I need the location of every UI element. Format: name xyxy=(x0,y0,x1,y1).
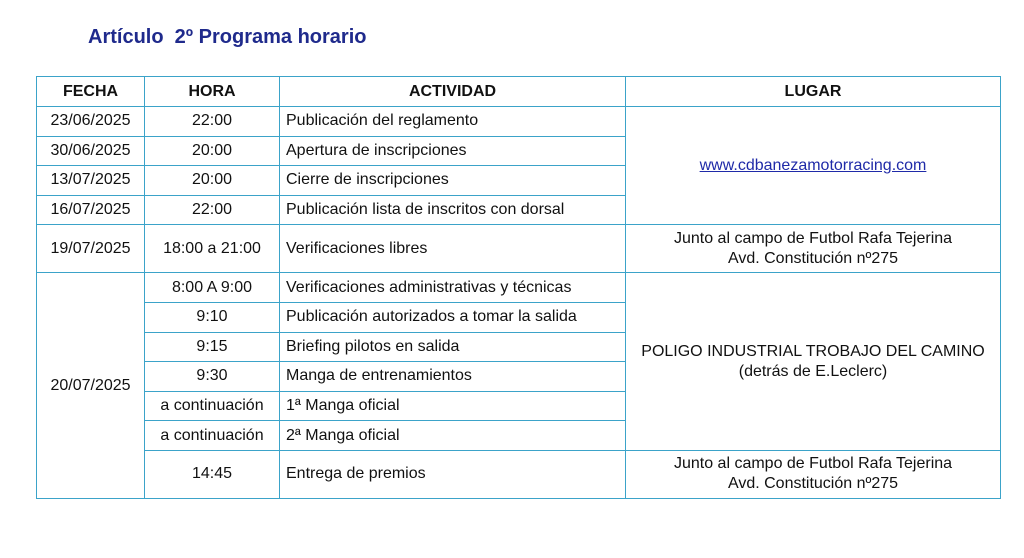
place-line: (detrás de E.Leclerc) xyxy=(738,362,888,380)
date-cell: 16/07/2025 xyxy=(37,195,145,225)
header-activity: ACTIVIDAD xyxy=(280,77,626,107)
time-cell: 9:30 xyxy=(145,362,280,392)
place-cell-field xyxy=(626,225,1001,273)
place-cell-awards xyxy=(626,450,1001,498)
activity-cell: Entrega de premios xyxy=(280,450,626,498)
page-title: Artículo 2º Programa horario xyxy=(88,26,367,48)
time-cell: 14:45 xyxy=(145,450,280,498)
activity-cell: Publicación lista de inscritos con dorsal xyxy=(280,195,626,225)
schedule-table xyxy=(36,76,1001,499)
activity-cell: Cierre de inscripciones xyxy=(280,166,626,196)
table-row xyxy=(37,273,1001,303)
time-cell: a continuación xyxy=(145,391,280,421)
activity-cell: Publicación autorizados a tomar la salida xyxy=(280,302,626,332)
table-header-row xyxy=(37,77,1001,107)
activity-cell: Apertura de inscripciones xyxy=(280,136,626,166)
place-line: Avd. Constitución nº275 xyxy=(727,475,899,493)
table-row xyxy=(37,225,1001,273)
place-line: Avd. Constitución nº275 xyxy=(727,249,899,267)
time-cell: 20:00 xyxy=(145,136,280,166)
table-row xyxy=(37,450,1001,498)
place-line: Junto al campo de Futbol Rafa Tejerina xyxy=(673,455,953,473)
place-cell-industrial xyxy=(626,273,1001,451)
time-cell: 22:00 xyxy=(145,107,280,137)
place-cell-website xyxy=(626,107,1001,225)
date-cell: 19/07/2025 xyxy=(37,225,145,273)
time-cell: a continuación xyxy=(145,421,280,451)
activity-cell: Briefing pilotos en salida xyxy=(280,332,626,362)
date-cell: 20/07/2025 xyxy=(37,273,145,499)
time-cell: 18:00 a 21:00 xyxy=(145,225,280,273)
time-cell: 8:00 A 9:00 xyxy=(145,273,280,303)
date-cell: 13/07/2025 xyxy=(37,166,145,196)
activity-cell: 1ª Manga oficial xyxy=(280,391,626,421)
time-cell: 9:10 xyxy=(145,302,280,332)
activity-cell: 2ª Manga oficial xyxy=(280,421,626,451)
date-cell: 30/06/2025 xyxy=(37,136,145,166)
header-place: LUGAR xyxy=(626,77,1001,107)
time-cell: 20:00 xyxy=(145,166,280,196)
header-time: HORA xyxy=(145,77,280,107)
header-date: FECHA xyxy=(37,77,145,107)
table-row xyxy=(37,107,1001,137)
time-cell: 9:15 xyxy=(145,332,280,362)
website-link[interactable]: www.cdbanezamotorracing.com xyxy=(699,156,927,174)
activity-cell: Verificaciones libres xyxy=(280,225,626,273)
place-line: POLIGO INDUSTRIAL TROBAJO DEL CAMINO xyxy=(641,342,985,360)
activity-cell: Verificaciones administrativas y técnicas xyxy=(280,273,626,303)
activity-cell: Publicación del reglamento xyxy=(280,107,626,137)
place-line: Junto al campo de Futbol Rafa Tejerina xyxy=(673,229,953,247)
time-cell: 22:00 xyxy=(145,195,280,225)
activity-cell: Manga de entrenamientos xyxy=(280,362,626,392)
date-cell: 23/06/2025 xyxy=(37,107,145,137)
